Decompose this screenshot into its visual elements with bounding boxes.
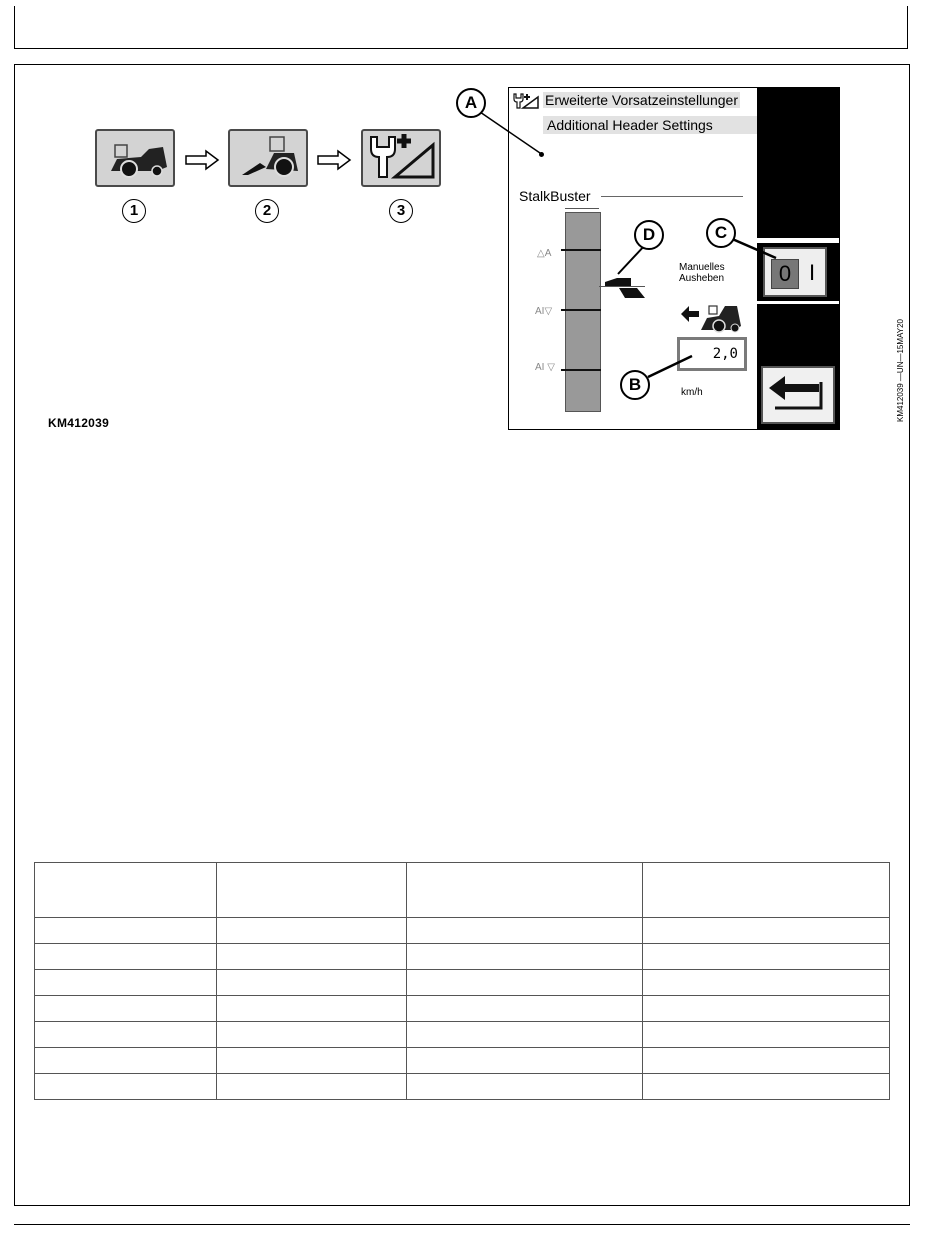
table-cell <box>406 1048 643 1074</box>
table-cell <box>216 1048 406 1074</box>
table-cell <box>406 970 643 996</box>
leader-line-c <box>730 238 776 258</box>
table-cell <box>643 1074 890 1100</box>
spec-table <box>34 862 890 1100</box>
table-cell <box>643 970 890 996</box>
table-cell <box>406 996 643 1022</box>
table-header-cell <box>216 863 406 918</box>
table-cell <box>35 1074 217 1100</box>
table-cell <box>643 1048 890 1074</box>
table-row <box>35 1074 890 1100</box>
table-cell <box>643 1022 890 1048</box>
table-row <box>35 918 890 944</box>
table-cell <box>35 970 217 996</box>
table-cell <box>216 970 406 996</box>
table-row <box>35 1048 890 1074</box>
leader-line-a <box>480 112 540 153</box>
table-cell <box>35 996 217 1022</box>
callout-leaders <box>0 0 950 500</box>
callout-c: C <box>706 218 736 248</box>
callout-a: A <box>456 88 486 118</box>
manual-lift-line: Manuelles <box>679 262 725 273</box>
table-cell <box>406 1022 643 1048</box>
callout-b: B <box>620 370 650 400</box>
step-number: 2 <box>255 199 279 223</box>
speed-value: 2,0 <box>712 346 738 362</box>
marker-label: AI ▽ <box>535 362 555 373</box>
table-row <box>35 970 890 996</box>
table-cell <box>35 1048 217 1074</box>
table-cell <box>216 996 406 1022</box>
table-cell <box>406 918 643 944</box>
step-number: 3 <box>389 199 413 223</box>
table-cell <box>216 1074 406 1100</box>
screen-title: Erweiterte Vorsatzeinstellunger <box>545 92 738 108</box>
leader-line-b <box>648 356 692 377</box>
stalkbuster-label: StalkBuster <box>519 188 591 204</box>
table-cell <box>643 944 890 970</box>
table-header-cell <box>35 863 217 918</box>
table-cell <box>35 1022 217 1048</box>
marker-label: △A <box>537 248 552 259</box>
table-row <box>35 996 890 1022</box>
step-number: 1 <box>122 199 146 223</box>
manual-lift-line: Ausheben <box>679 273 725 284</box>
toggle-on[interactable]: I <box>808 260 816 285</box>
table-cell <box>216 944 406 970</box>
table-row <box>35 1022 890 1048</box>
table-header-cell <box>643 863 890 918</box>
table-cell <box>643 918 890 944</box>
toggle-off[interactable]: 0 <box>771 259 799 289</box>
table-cell <box>216 1022 406 1048</box>
marker-label: AI▽ <box>535 306 553 317</box>
table-cell <box>216 918 406 944</box>
table-row <box>35 944 890 970</box>
side-image-id: KM412039 —UN—15MAY20 <box>896 318 905 422</box>
callout-d: D <box>634 220 664 250</box>
table-cell <box>406 1074 643 1100</box>
footer-rule <box>14 1224 910 1225</box>
table-cell <box>406 944 643 970</box>
table-header-cell <box>406 863 643 918</box>
table-header-row <box>35 863 890 918</box>
image-id: KM412039 <box>48 416 110 430</box>
screen-subtitle: Additional Header Settings <box>543 116 757 134</box>
table-cell <box>643 996 890 1022</box>
table-cell <box>35 918 217 944</box>
speed-unit: km/h <box>681 387 703 398</box>
table-cell <box>35 944 217 970</box>
